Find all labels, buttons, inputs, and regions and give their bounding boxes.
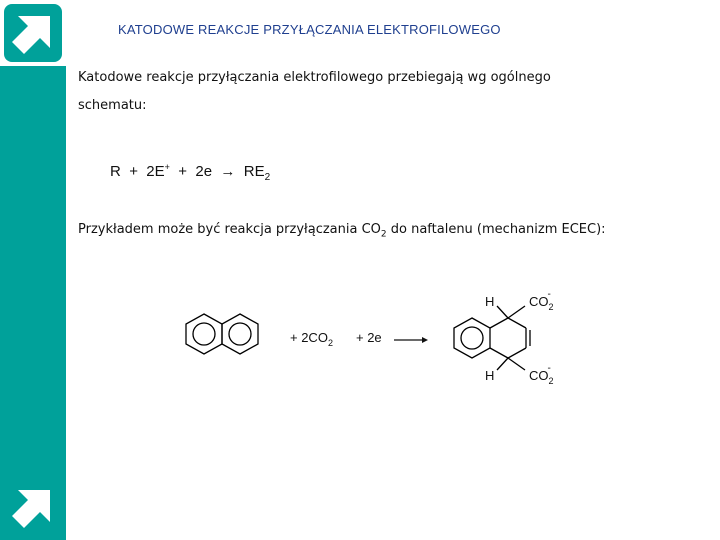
scheme-plus: + (129, 163, 138, 180)
product-co2-bottom: CO (529, 368, 549, 383)
reagent-co2: + 2CO (290, 330, 328, 345)
example-text-before: Przykładem może być reakcja przyłączania CO (78, 222, 381, 237)
arrow-logo-icon-bottom (4, 478, 62, 536)
example-text (78, 222, 606, 240)
product-co2-bottom-charge: - (547, 363, 551, 374)
scheme-plus: + (178, 163, 188, 180)
product-h-bottom: H (485, 368, 495, 383)
product-co2-top: CO (529, 294, 549, 309)
reagent-co2-sub: 2 (327, 338, 333, 348)
arrow-logo-icon (4, 4, 62, 62)
example-text-after: do naftalenu (mechanizm ECEC): (386, 222, 606, 237)
svg-text:CO2- (529, 289, 554, 312)
reaction-arrow (394, 337, 428, 343)
product-co2-top-sub: 2 (548, 302, 554, 312)
product-co2-top-charge: - (547, 289, 551, 300)
product-structure (454, 306, 530, 370)
page-title: KATODOWE REAKCJE PRZYŁĄCZANIA ELEKTROFILOWEGO (118, 22, 501, 37)
general-scheme (110, 162, 270, 183)
product-h-top: H (485, 294, 495, 309)
product-co2-bottom-sub: 2 (548, 376, 554, 386)
svg-text:CO2- (529, 363, 554, 386)
naphthalene-structure (186, 314, 258, 354)
reagent-electrons: + 2e (356, 330, 382, 345)
scheme-product: RE (243, 163, 265, 180)
example-text-sub: 2 (380, 229, 387, 240)
scheme-product-sub: 2 (264, 172, 271, 183)
intro-text-line1: Katodowe reakcje przyłączania elektrofilowego przebiegają wg ogólnego (78, 70, 551, 85)
scheme-arrow: → (220, 163, 236, 180)
scheme-electrons: 2e (195, 163, 213, 180)
scheme-electrophile-charge: + (164, 162, 170, 172)
svg-text:+ 2CO2 (290, 330, 333, 348)
sidebar-band (0, 66, 66, 540)
intro-text-line2: schematu: (78, 98, 147, 113)
scheme-electrophile: 2E (146, 163, 165, 180)
scheme-reactant: R (110, 163, 121, 180)
reaction-scheme (170, 280, 590, 390)
